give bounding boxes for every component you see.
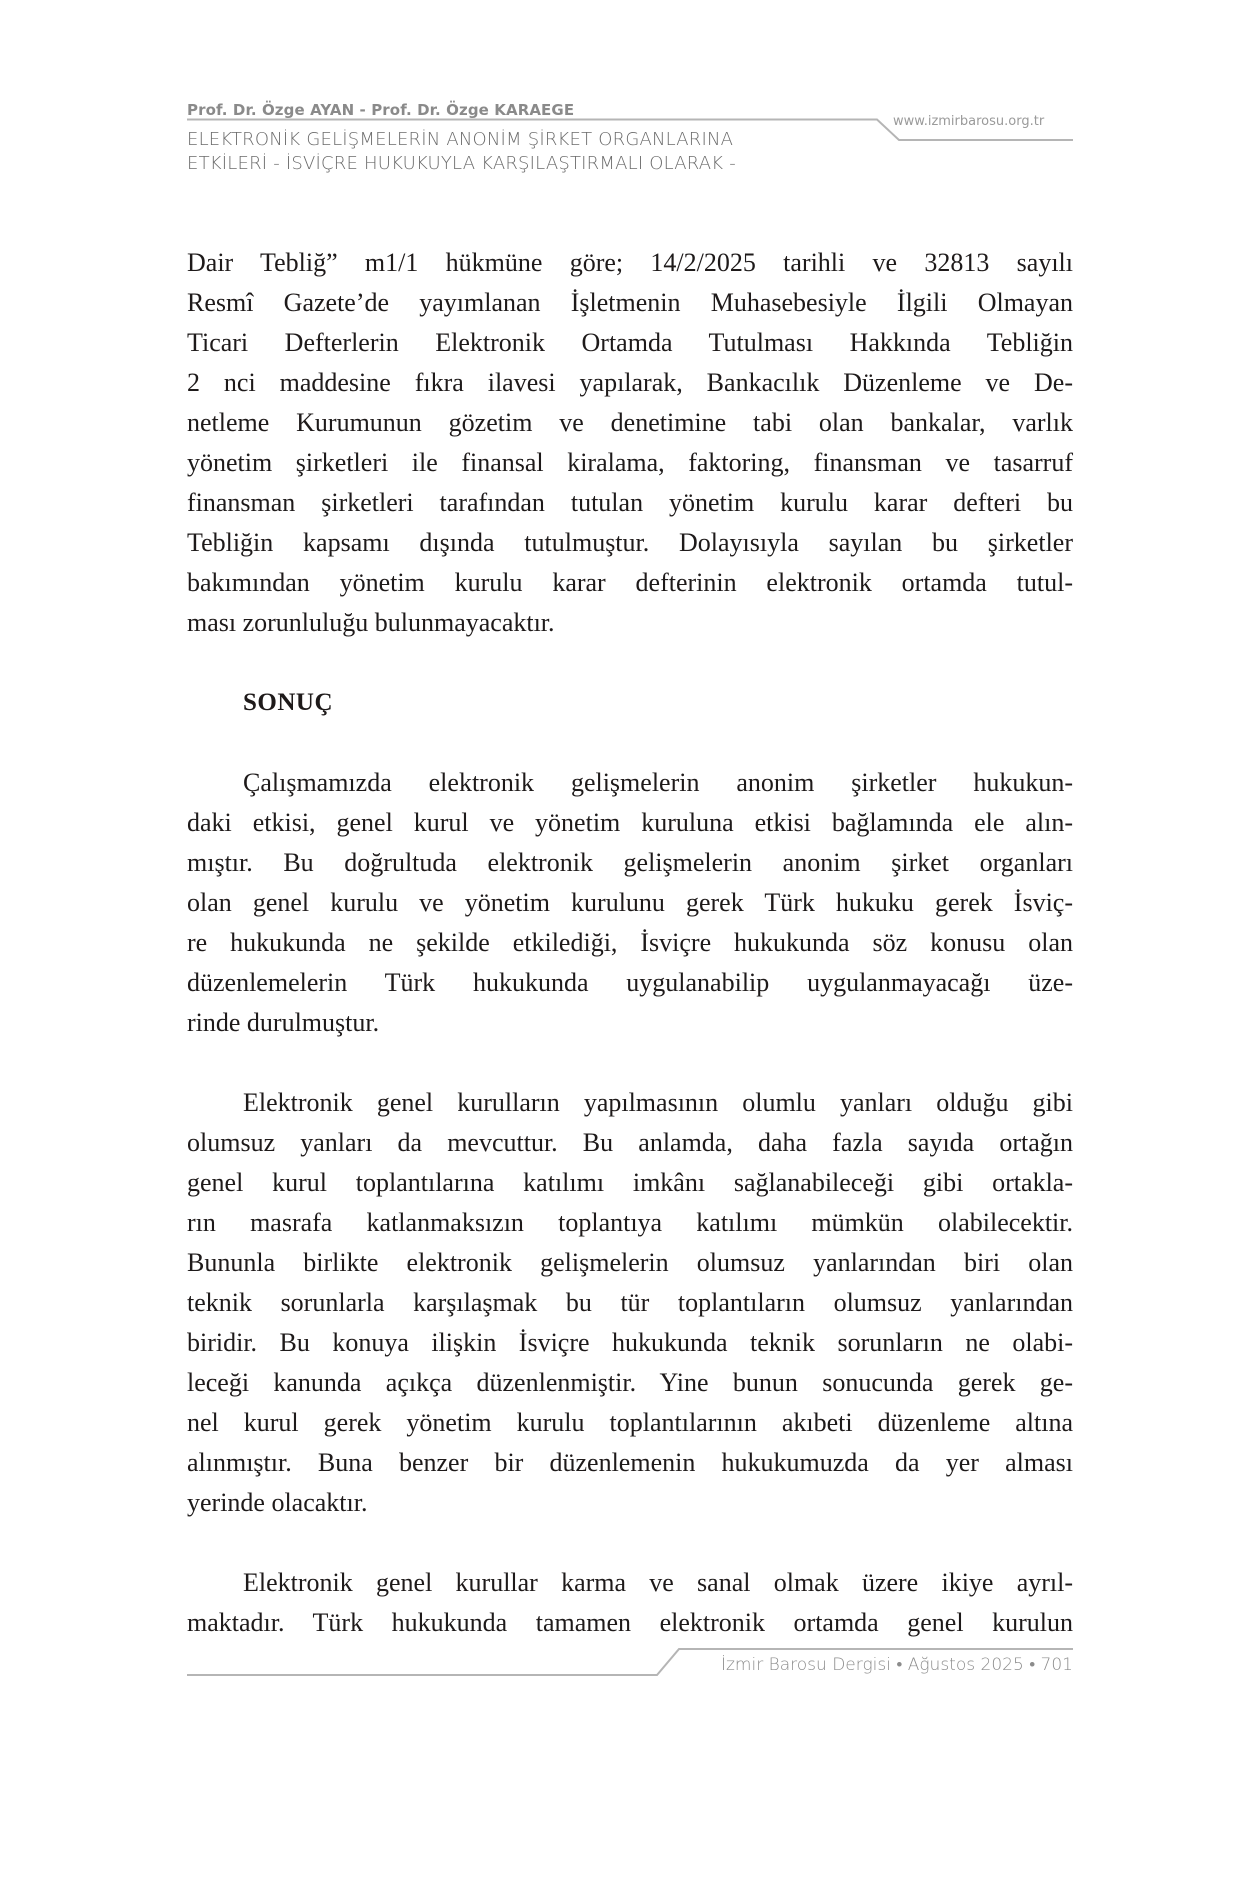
- text-line: ması zorunluluğu bulunmayacaktır.: [187, 608, 555, 637]
- footer-citation: [721, 1655, 1073, 1675]
- text-line: 2 nci maddesine fıkra ilavesi yapılarak, Bankacılık Düzenleme ve De-: [187, 368, 1073, 397]
- bullet-separator: •: [896, 1655, 903, 1675]
- article-title-line: ETKİLERİ - İSVİÇRE HUKUKUYLA KARŞILAŞTIRMALI OLARAK -: [187, 153, 736, 174]
- journal-name: İzmir Barosu Dergisi: [720, 1655, 891, 1675]
- text-line: re hukukunda ne şekilde etkilediği, İsviçre hukukunda söz konusu olan: [187, 928, 1073, 957]
- text-line: alınmıştır. Buna benzer bir düzenlemenin hukukumuzda da yer alması: [187, 1448, 1073, 1477]
- text-line: olumsuz yanları da mevcuttur. Bu anlamda, daha fazla sayıda ortağın: [187, 1128, 1073, 1157]
- text-line: düzenlemelerin Türk hukukunda uygulanabilip uygulanmayacağı üze-: [187, 968, 1073, 997]
- bullet-separator: •: [1029, 1655, 1036, 1675]
- text-line: maktadır. Türk hukukunda tamamen elektronik ortamda genel kurulun: [187, 1608, 1073, 1637]
- header-website-url: www.izmirbarosu.org.tr: [893, 114, 1045, 129]
- text-line: olan genel kurulu ve yönetim kurulunu gerek Türk hukuku gerek İsviç-: [187, 888, 1073, 917]
- text-line: Dair Tebliğ” m1/1 hükmüne göre; 14/2/2025 tarihli ve 32813 sayılı: [187, 248, 1073, 277]
- text-line: Bununla birlikte elektronik gelişmelerin olumsuz yanlarından biri olan: [187, 1248, 1073, 1277]
- text-line: daki etkisi, genel kurul ve yönetim kuruluna etkisi bağlamında ele alın-: [187, 808, 1073, 837]
- text-line: Elektronik genel kurulların yapılmasının olumlu yanları olduğu gibi: [243, 1088, 1073, 1117]
- text-line: Tebliğin kapsamı dışında tutulmuştur. Dolayısıyla sayılan bu şirketler: [187, 528, 1073, 557]
- article-running-title: [187, 128, 827, 176]
- article-title-line: ELEKTRONİK GELİŞMELERİN ANONİM ŞİRKET ORGANLARINA: [187, 129, 734, 150]
- paragraph-3: [187, 1083, 1073, 1523]
- text-line: Çalışmamızda elektronik gelişmelerin anonim şirketler hukukun-: [243, 768, 1073, 797]
- text-line: genel kurul toplantılarına katılımı imkânı sağlanabileceği gibi ortakla-: [187, 1168, 1073, 1197]
- text-line: biridir. Bu konuya ilişkin İsviçre hukukunda teknik sorunların ne olabi-: [187, 1328, 1073, 1357]
- paragraph-1: [187, 243, 1073, 643]
- issue-date: Ağustos 2025: [907, 1655, 1024, 1675]
- text-line: rinde durulmuştur.: [187, 1008, 380, 1037]
- header-authors: Prof. Dr. Özge AYAN - Prof. Dr. Özge KARAEGE: [187, 101, 575, 119]
- text-line: netleme Kurumunun gözetim ve denetimine tabi olan bankalar, varlık: [187, 408, 1073, 437]
- text-line: Ticari Defterlerin Elektronik Ortamda Tutulması Hakkında Tebliğin: [187, 328, 1073, 357]
- section-heading: SONUÇ: [243, 689, 334, 716]
- article-body: [187, 243, 1073, 1643]
- text-line: yönetim şirketleri ile finansal kiralama, faktoring, finansman ve tasarruf: [187, 448, 1073, 477]
- text-line: rın masrafa katlanmaksızın toplantıya katılımı mümkün olabilecektir.: [187, 1208, 1073, 1237]
- paragraph-4: [187, 1563, 1073, 1643]
- text-line: bakımından yönetim kurulu karar defterinin elektronik ortamda tutul-: [187, 568, 1073, 597]
- text-line: finansman şirketleri tarafından tutulan yönetim kurulu karar defteri bu: [187, 488, 1073, 517]
- text-line: yerinde olacaktır.: [187, 1488, 368, 1517]
- text-line: nel kurul gerek yönetim kurulu toplantılarının akıbeti düzenleme altına: [187, 1408, 1073, 1437]
- page-number: 701: [1040, 1655, 1073, 1675]
- text-line: Elektronik genel kurullar karma ve sanal olmak üzere ikiye ayrıl-: [243, 1568, 1073, 1597]
- text-line: Resmî Gazete’de yayımlanan İşletmenin Muhasebesiyle İlgili Olmayan: [187, 288, 1073, 317]
- text-line: leceği kanunda açıkça düzenlenmiştir. Yine bunun sonucunda gerek ge-: [187, 1368, 1073, 1397]
- paragraph-2: [187, 763, 1073, 1043]
- text-line: teknik sorunlarla karşılaşmak bu tür toplantıların olumsuz yanlarından: [187, 1288, 1073, 1317]
- text-line: mıştır. Bu doğrultuda elektronik gelişmelerin anonim şirket organları: [187, 848, 1073, 877]
